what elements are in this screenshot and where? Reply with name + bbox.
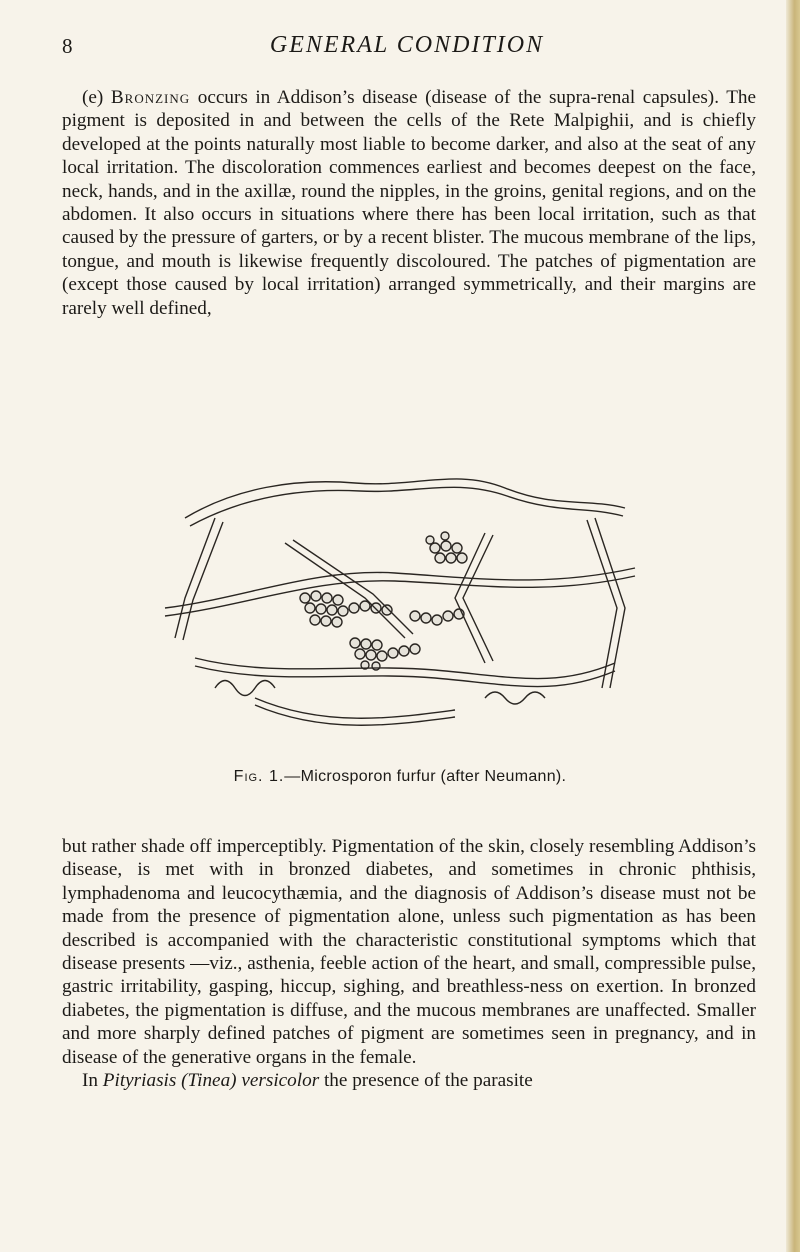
spore-cluster-lower [350,638,420,670]
item-label: (e) [82,87,104,108]
hypha-middle [165,568,635,608]
disease-name: Pityriasis (Tinea) versicolor [102,1070,320,1092]
figure-label: Fig. 1. [233,768,285,785]
hypha-branch-1 [285,543,405,638]
item-term: Bronzing [110,87,191,108]
page-header [62,30,752,64]
last-line-suffix: the presence of the parasite [323,1070,533,1092]
hypha-right [595,518,625,688]
paragraph-text: occurs in Addison’s disease (disease of the supra-renal capsules). The pigment is deposited in and between the cells of the Rete Malpighii, and is chiefly developed at the points naturally most liable to become darker, and also at the seat of any local irritation. The discoloration commences earliest and becomes deepest on the face, neck, hands, and in the axillæ, round the nipples, in the groins, genital regions, and on the abdomen. It also occurs in situations where there has been local irritation, such as that caused by the pressure of garters, or by a recent blister. The mucous membrane of the lips, tongue, and mouth is likewise frequently discoloured. The patches of pigmentation are (except those caused by local irritation) arranged symmetrically, and their margins are rarely well defined, [62,87,757,319]
running-head: GENERAL CONDITION [269,32,545,58]
paragraph-continuation [62,835,756,1092]
hypha-right-2 [587,520,617,688]
paragraph-bronzing [62,86,756,320]
page-number: 8 [62,34,73,58]
last-line-prefix: In [82,1070,98,1092]
hypha-spiral-right [485,692,545,704]
hypha-left-2 [183,522,223,640]
microsporon-illustration [155,448,645,748]
hypha-top-2 [190,487,623,526]
hypha-left [175,518,215,638]
figure-caption-text: —Microsporon furfur (after Neumann). [284,768,567,785]
paragraph-last-line [62,1069,756,1092]
figure-caption [0,768,800,786]
paragraph-text: but rather shade off imperceptibly. Pigmentation of the skin, closely resembling Addison’s disease, is met with in bronzed diabetes, and sometimes in chronic phthisis, lymphadenoma and leucocythæmia, and the diagnosis of Addison’s disease must not be made from the presence of pigmentation alone, unless such pigmentation as has been described is accompanied with the characteristic constitutional symptoms which that disease presents —viz., asthenia, feeble action of the heart, and small, compressible pulse, gastric irritability, gasping, hiccup, sighing, and breathless-ness on exertion. In bronzed diabetes, the pigmentation is diffuse, and the mucous membranes are unaffected. Smaller and more sharply defined patches of pigment are sometimes seen in pregnancy, and in disease of the generative organs in the female. [62,836,756,1068]
figure-microsporon [155,448,645,748]
hypha-spiral-left [215,681,275,696]
hypha-top [185,479,625,518]
hypha-middle-2 [165,576,635,616]
spore-cluster-center [300,591,464,627]
page-edge [786,0,800,1252]
hypha-branch-2b [463,535,493,661]
spore-cluster-top [426,532,467,563]
